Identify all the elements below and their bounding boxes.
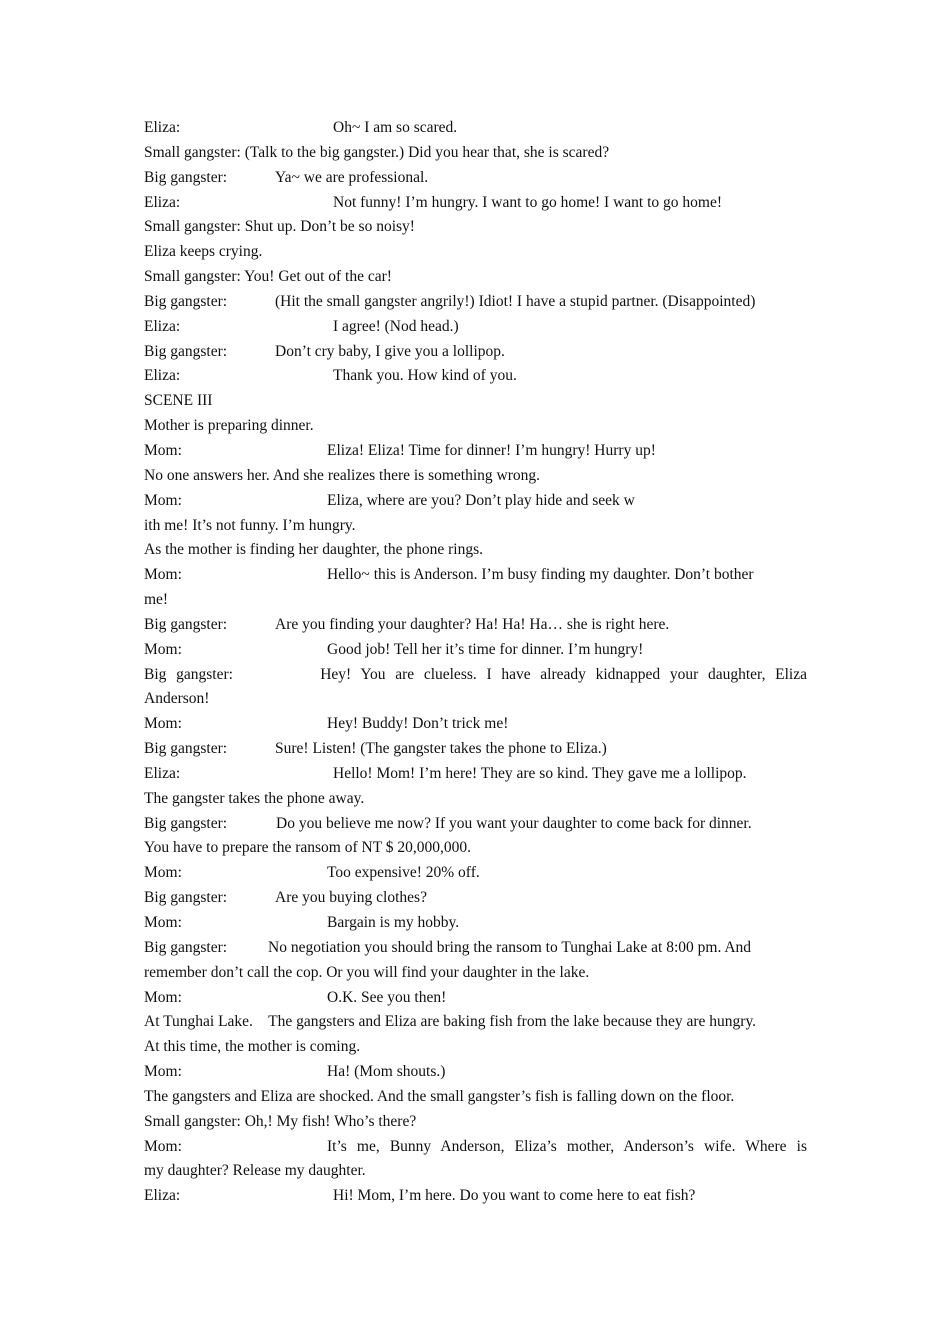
- script-line: [144, 340, 807, 365]
- script-line: [144, 712, 807, 737]
- speaker-name: Eliza:: [144, 764, 181, 782]
- speaker-name: Big gangster:: [144, 168, 228, 186]
- dialogue-text: Too expensive! 20% off.: [327, 864, 480, 882]
- speaker-name: Mom:: [144, 715, 182, 733]
- script-line: me!: [144, 591, 169, 609]
- speaker-name: Mom:: [144, 988, 182, 1006]
- speaker-name: Mom:: [144, 1063, 182, 1081]
- script-line: [144, 737, 807, 762]
- script-line: Big gangster: Hey! You are clueless. I have already kidnapped your daughter, Eliza: [144, 665, 807, 683]
- script-line: [144, 986, 807, 1011]
- speaker-name: Mom:: [144, 1137, 182, 1155]
- dialogue-text: Ha! (Mom shouts.): [327, 1063, 446, 1081]
- script-line: At this time, the mother is coming.: [144, 1038, 361, 1056]
- script-line: [144, 936, 807, 961]
- script-line: [144, 812, 807, 837]
- dialogue-text: Eliza! Eliza! Time for dinner! I’m hungry! Hurry up!: [327, 441, 656, 459]
- script-line: [144, 1135, 807, 1160]
- dialogue-text: Hey! Buddy! Don’t trick me!: [327, 715, 509, 733]
- speaker-name: Eliza:: [144, 193, 181, 211]
- dialogue-text: Don’t cry baby, I give you a lollipop.: [275, 342, 505, 360]
- script-line: As the mother is finding her daughter, the phone rings.: [144, 541, 484, 559]
- dialogue-text: Not funny! I’m hungry. I want to go home! I want to go home!: [333, 193, 722, 211]
- speaker-name: Big gangster:: [144, 814, 228, 832]
- script-line: Small gangster: Shut up. Don’t be so noisy!: [144, 218, 415, 236]
- dialogue-text: No negotiation you should bring the ransom to Tunghai Lake at 8:00 pm. And: [268, 938, 752, 956]
- speaker-name: Big gangster:: [144, 938, 228, 956]
- script-line: ith me! It’s not funny. I’m hungry.: [144, 516, 356, 534]
- script-line: [144, 613, 807, 638]
- script-line: [144, 861, 807, 886]
- dialogue-text: Do you believe me now? If you want your daughter to come back for dinner.: [276, 814, 752, 832]
- script-line: [144, 638, 807, 663]
- script-line: You have to prepare the ransom of NT $ 20,000,000.: [144, 839, 472, 857]
- script-line: [144, 364, 807, 389]
- script-line: [144, 489, 807, 514]
- script-line: [144, 439, 807, 464]
- script-line: [144, 762, 807, 787]
- script-line: Small gangster: Oh,! My fish! Who’s there?: [144, 1112, 417, 1130]
- speaker-name: Eliza:: [144, 367, 181, 385]
- script-line: [144, 290, 807, 315]
- script-line: my daughter? Release my daughter.: [144, 1162, 366, 1180]
- script-line: At Tunghai Lake. The gangsters and Eliza are baking fish from the lake because they are hungry.: [144, 1013, 757, 1031]
- speaker-name: Eliza:: [144, 1187, 181, 1205]
- script-line: [144, 1060, 807, 1085]
- speaker-name: Mom:: [144, 864, 182, 882]
- dialogue-text: It’s me, Bunny Anderson, Eliza’s mother, Anderson’s wife. Where is: [327, 1137, 807, 1155]
- dialogue-text: Hello~ this is Anderson. I’m busy finding my daughter. Don’t bother: [327, 566, 754, 584]
- script-line: SCENE III: [144, 392, 213, 410]
- speaker-name: Big gangster:: [144, 889, 228, 907]
- script-line: The gangsters and Eliza are shocked. And the small gangster’s fish is falling down on the floor.: [144, 1087, 735, 1105]
- speaker-name: Big gangster:: [144, 615, 228, 633]
- dialogue-text: Sure! Listen! (The gangster takes the phone to Eliza.): [275, 740, 607, 758]
- script-line: [144, 166, 807, 191]
- dialogue-text: (Hit the small gangster angrily!) Idiot! I have a stupid partner. (Disappointed): [275, 292, 756, 310]
- dialogue-text: Good job! Tell her it’s time for dinner. I’m hungry!: [327, 640, 644, 658]
- script-line: Eliza keeps crying.: [144, 243, 263, 261]
- speaker-name: Big gangster:: [144, 740, 228, 758]
- script-line: Small gangster: (Talk to the big gangster.) Did you hear that, she is scared?: [144, 143, 610, 161]
- dialogue-text: Ya~ we are professional.: [275, 168, 429, 186]
- speaker-name: Big gangster:: [144, 292, 228, 310]
- script-line: [144, 191, 807, 216]
- script-line: The gangster takes the phone away.: [144, 789, 365, 807]
- speaker-name: Mom:: [144, 441, 182, 459]
- speaker-name: Eliza:: [144, 317, 181, 335]
- script-line: Mother is preparing dinner.: [144, 417, 314, 435]
- dialogue-text: Bargain is my hobby.: [327, 914, 460, 931]
- dialogue-text: O.K. See you then!: [327, 988, 447, 1006]
- speaker-name: Mom:: [144, 914, 182, 931]
- script-line: Small gangster: You! Get out of the car!: [144, 268, 392, 286]
- play-script: [144, 116, 807, 1209]
- dialogue-text: Eliza, where are you? Don’t play hide and seek w: [327, 491, 635, 509]
- script-line: [144, 1184, 807, 1209]
- script-line: Anderson!: [144, 690, 210, 708]
- dialogue-text: I agree! (Nod head.): [333, 317, 459, 335]
- speaker-name: Mom:: [144, 491, 182, 509]
- script-line: [144, 315, 807, 340]
- script-line: [144, 116, 807, 141]
- script-line: [144, 563, 807, 588]
- dialogue-text: Oh~ I am so scared.: [333, 119, 458, 136]
- speaker-name: Mom:: [144, 566, 182, 584]
- speaker-name: Mom:: [144, 640, 182, 658]
- script-line: No one answers her. And she realizes there is something wrong.: [144, 466, 541, 484]
- dialogue-text: Are you finding your daughter? Ha! Ha! Ha… she is right here.: [275, 615, 670, 633]
- script-line: remember don’t call the cop. Or you will find your daughter in the lake.: [144, 963, 590, 981]
- dialogue-text: Are you buying clothes?: [275, 889, 427, 907]
- dialogue-text: Hi! Mom, I’m here. Do you want to come here to eat fish?: [333, 1187, 696, 1205]
- dialogue-text: Thank you. How kind of you.: [333, 367, 517, 385]
- speaker-name: Big gangster:: [144, 342, 228, 360]
- script-line: [144, 911, 807, 936]
- script-line: [144, 886, 807, 911]
- dialogue-text: Hello! Mom! I’m here! They are so kind. They gave me a lollipop.: [333, 764, 747, 782]
- speaker-name: Eliza:: [144, 119, 181, 136]
